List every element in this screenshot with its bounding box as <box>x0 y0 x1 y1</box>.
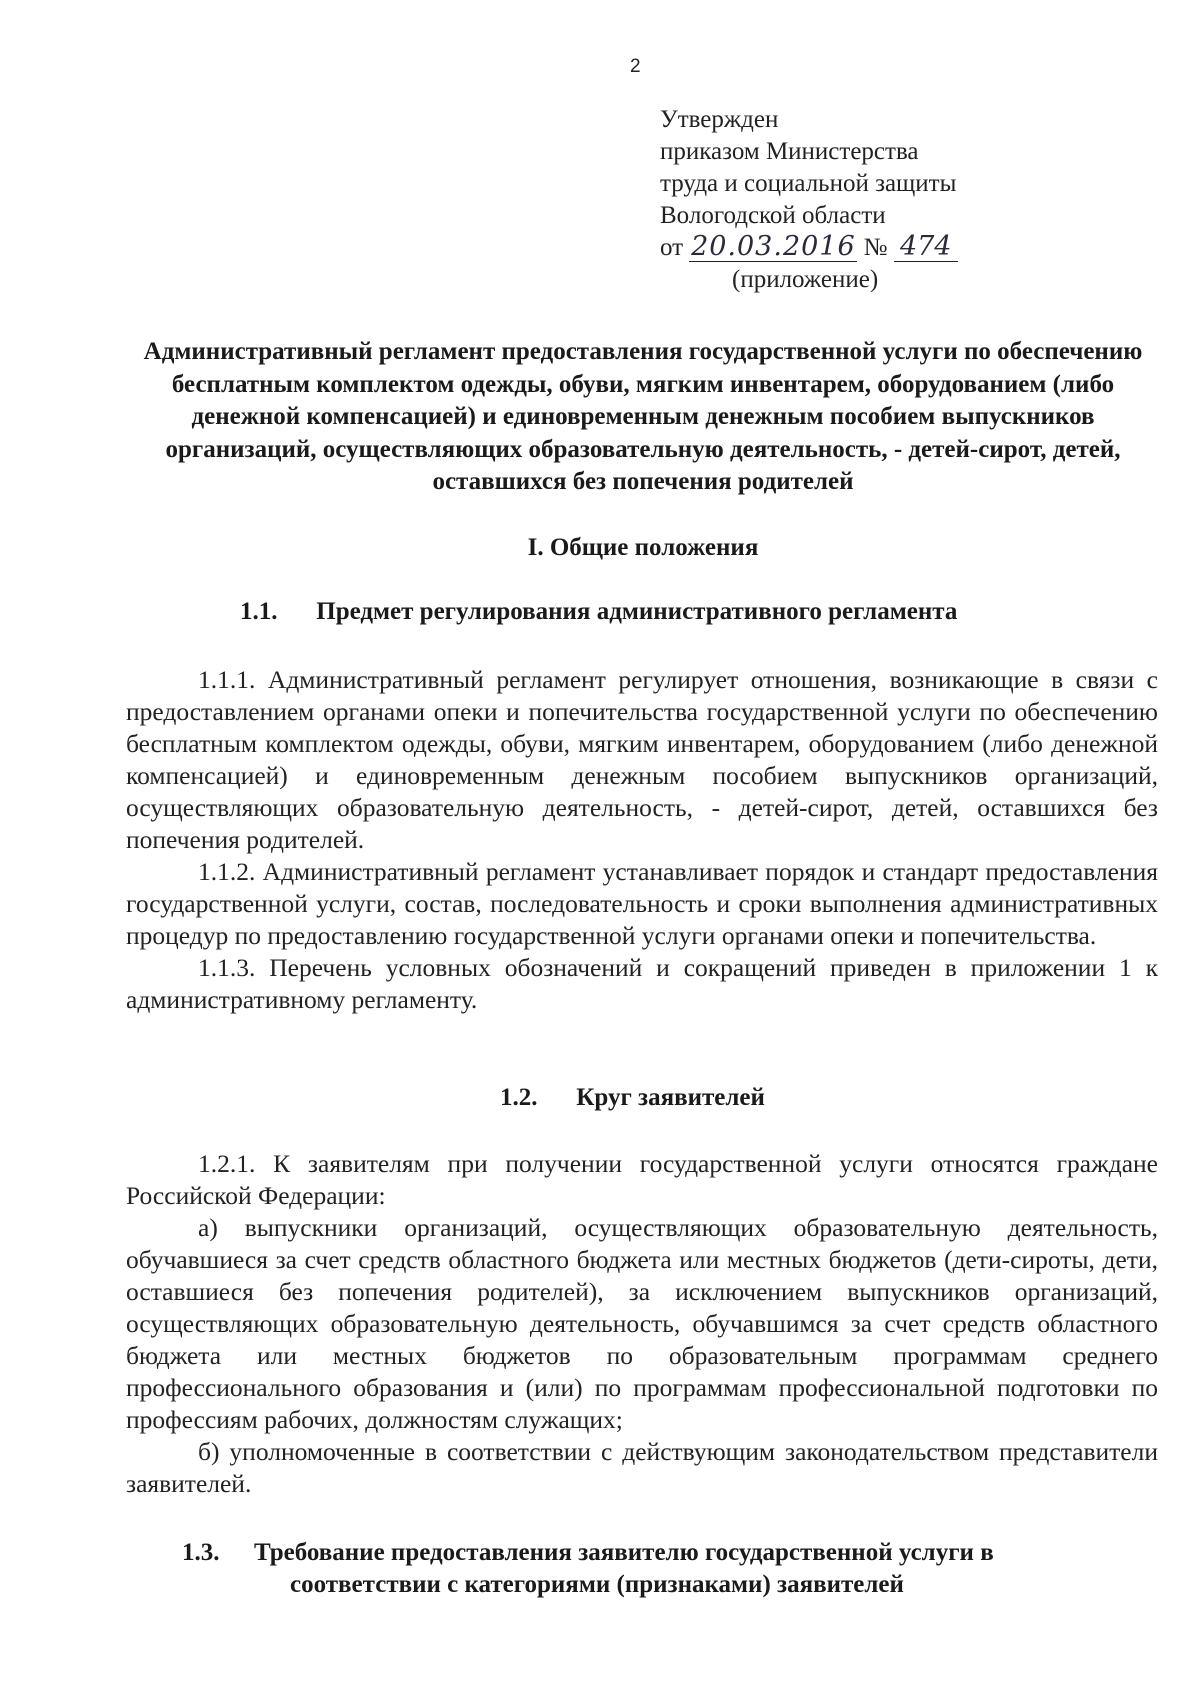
subsection-number: 1.3. <box>182 1539 220 1566</box>
subsection-title-line-1: Требование предоставления заявителю государственной услуги в <box>254 1539 994 1566</box>
subsection-heading-1-1 <box>240 596 957 628</box>
handwritten-date: 20.03.2016 <box>691 231 856 262</box>
paragraph-1-2-a: а) выпускники организаций, осуществляющих образовательную деятельность, обучавшиеся за счет средств областного бюджета или местных бюджетов (дети-сироты, дети, оставшиеся без попечения родителей), за исключением выпускников организаций, осуществляющих образовательную деятельность, обучавшимся за счет средств областного бюджета или местных бюджетов по образовательным программам среднего профессионального образования и (или) по программам профессиональной подготовки по профессиям рабочих, должностям служащих; <box>126 1213 1158 1434</box>
approval-line-4: Вологодской области <box>660 202 886 229</box>
subsection-heading-1-3 <box>182 1537 1122 1601</box>
paragraph-1-2-1: 1.2.1. К заявителям при получении государственной услуги относятся граждане Российской Федерации: <box>126 1149 1158 1210</box>
paragraph-1-1-1: 1.1.1. Административный регламент регулирует отношения, возникающие в связи с предоставлением органами опеки и попечительства государственной услуги по обеспечению бесплатным комплектом одежды, обуви, мягким инвентарем, оборудованием (либо денежной компенсацией) и единовременным денежным пособием выпускников организаций, осуществляющих образовательную деятельность, - детей-сирот, детей, оставшихся без попечения родителей. <box>126 665 1158 854</box>
number-prefix: № <box>863 234 888 261</box>
approval-line-1: Утвержден <box>660 106 779 133</box>
subsection-1-1-body <box>126 664 1158 1016</box>
subsection-title: Предмет регулирования административного регламента <box>316 598 958 625</box>
subsection-title: Круг заявителей <box>576 1084 765 1111</box>
date-prefix: от <box>660 234 684 261</box>
section-heading-general: I. Общие положения <box>527 534 759 561</box>
approval-stamp <box>660 104 958 296</box>
subsection-title-line-2: соответствии с категориями (признаками) заявителей <box>290 1571 904 1598</box>
subsection-number: 1.2. <box>500 1084 538 1111</box>
paragraph-1-1-2: 1.1.2. Административный регламент устанавливает порядок и стандарт предоставления государственной услуги, состав, последовательность и сроки выполнения административных процедур по предоставлению государственной услуги органами опеки и попечительства. <box>126 857 1158 950</box>
approval-line-3: труда и социальной защиты <box>660 170 957 197</box>
approval-line-2: приказом Министерства <box>660 138 919 165</box>
paragraph-1-1-3: 1.1.3. Перечень условных обозначений и сокращений приведен в приложении 1 к административному регламенту. <box>126 953 1158 1014</box>
page-number: 2 <box>630 56 641 77</box>
subsection-1-2-body <box>126 1148 1158 1500</box>
handwritten-number: 474 <box>894 233 958 262</box>
subsection-number: 1.1. <box>240 598 278 625</box>
appendix-label: (приложение) <box>732 266 879 293</box>
paragraph-1-2-b: б) уполномоченные в соответствии с действующим законодательством представители заявителей. <box>126 1437 1158 1498</box>
document-title: Административный регламент предоставления государственной услуги по обеспечению бесплатным комплектом одежды, обуви, мягким инвентарем, оборудованием (либо денежной компенсацией) и единовременным денежным пособием выпускников организаций, осуществляющих образовательную деятельность, - детей-сирот, детей, оставшихся без попечения родителей <box>143 338 1143 495</box>
subsection-heading-1-2 <box>500 1082 765 1114</box>
approval-date-line <box>660 232 958 264</box>
